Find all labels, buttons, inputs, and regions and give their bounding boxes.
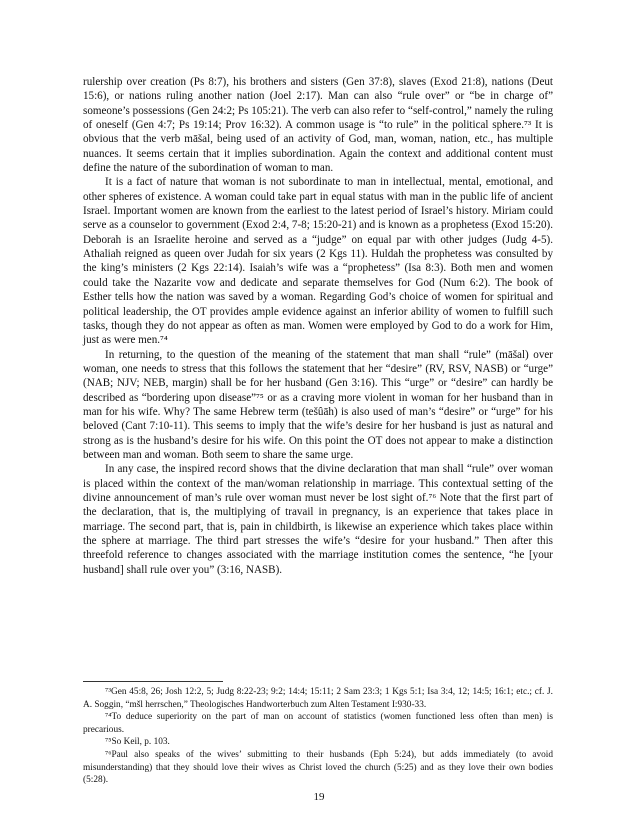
- footnote-76: ⁷⁶Paul also speaks of the wives’ submitting to their husbands (Eph 5:24), but adds immediately (to avoid misunderstanding) that they should love their wives as Christ loved the church (5:25) and as they love their own bodies (5:28).: [83, 749, 553, 786]
- paragraph-3: In returning, to the question of the meaning of the statement that man shall “rule” (māšal) over woman, one needs to stress that this follows the statement that her “desire” (RV, RSV, NASB) or “urge” (NAB; NJV; NEB, margin) shall be for her husband (Gen 3:16). This “urge” or “desire” can hardly be described as “bordering upon disease”⁷⁵ or as a craving more violent in woman for her husband than in man for his wife. Why? The same Hebrew term (tešûāh) is also used of man’s “desire” or “urge” for his beloved (Cant 7:10-11). This seems to imply that the wife’s desire for her husband is just as natural and strong as is the husband’s desire for his wife. On this point the OT does not appear to make a distinction between man and woman. Both seem to share the same urge.: [83, 348, 553, 461]
- footnote-75: ⁷⁵So Keil, p. 103.: [105, 737, 170, 748]
- paragraph-1: rulership over creation (Ps 8:7), his brothers and sisters (Gen 37:8), slaves (Exod 21:8), nations (Deut 15:6), or nations ruling another nation (Joel 2:17). Man can also “rule over” or “be in charge of” someone’s possessions (Gen 24:2; Ps 105:21). The verb can also refer to “self-control,” namely the ruling of oneself (Gen 4:7; Ps 19:14; Prov 16:32). A common usage is “to rule” in the political sphere.⁷³ It is obvious that the verb māšal, being used of an activity of God, man, woman, nation, etc., has multiple nuances. It seems certain that it implies subordination. Again the context and additional content must define the nature of the subordination of woman to man.: [83, 76, 553, 175]
- footnote-74: ⁷⁴To deduce superiority on the part of man on account of statistics (women functioned less often than men) is precarious.: [83, 712, 553, 735]
- footnote-divider: [83, 681, 223, 682]
- footnotes: [83, 686, 553, 787]
- footnote-73: ⁷³Gen 45:8, 26; Josh 12:2, 5; Judg 8:22-23; 9:2; 14:4; 15:11; 2 Sam 23:3; 1 Kgs 5:1; Isa 3:4, 12; 14:5; 16:1; etc.; cf. J. A. Soggin, “mšl herrschen,” Theologisches Handworterbuch zum Alten Testament I:930-33.: [83, 687, 553, 710]
- body-text: [83, 75, 553, 577]
- paragraph-4: In any case, the inspired record shows that the divine declaration that man shall “rule” over woman is placed within the context of the man/woman relationship in marriage. This contextual setting of the divine announcement of man’s rule over woman must never be lost sight of.⁷⁶ Note that the first part of the declaration, that is, the multiplying of travail in pregnancy, is an experience that takes place in marriage. The second part, that is, pain in childbirth, is likewise an experience which takes place within the sphere at marriage. The third part stresses the wife’s “desire for your husband.” Then after this threefold reference to changes associated with the marriage institution comes the sentence, “he [your husband] shall rule over you” (3:16, NASB).: [83, 463, 553, 576]
- page-number: 19: [313, 791, 325, 803]
- paragraph-2: It is a fact of nature that woman is not subordinate to man in intellectual, mental, emotional, and other spheres of existence. A woman could take part in equal status with man in the public life of ancient Israel. Important women are known from the earliest to the latest period of Israel’s history. Miriam could serve as a counselor to government (Exod 2:4, 7-8; 15:20-21) and is known as a prophetess (Exod 15:20). Deborah is an Israelite heroine and served as a “judge” on equal par with other judges (Judg 4-5). Athaliah reigned as queen over Judah for six years (2 Kgs 11). Huldah the prophetess was consulted by the king’s ministers (2 Kgs 22:14). Isaiah’s wife was a “prophetess” (Isa 8:3). Both men and women could take the Nazarite vow and dedicate and separate themselves for God (Num 6:2). The book of Esther tells how the nation was saved by a woman. Regarding God’s choice of women for spiritual and political leadership, the OT provides ample evidence against an inferior ability of women to fulfill such tasks, though they do not appear as often as man. Women were employed by God to do a work for Him, just as were men.⁷⁴: [83, 176, 553, 347]
